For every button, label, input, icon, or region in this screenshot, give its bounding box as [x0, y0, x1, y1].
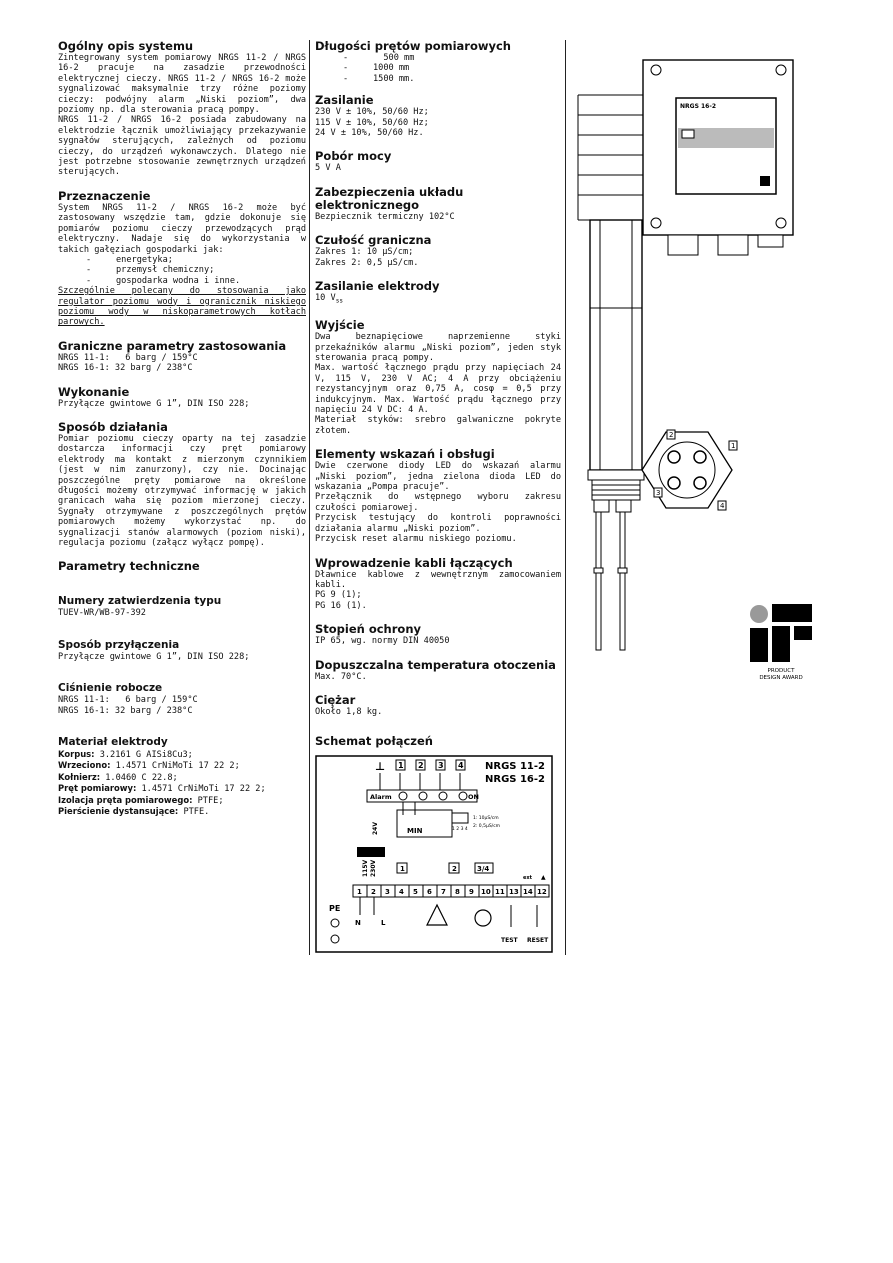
test-label: TEST	[501, 937, 518, 944]
terminal-number: 1	[357, 888, 362, 896]
section-temp	[315, 659, 561, 682]
material-row: Izolacja pręta pomiarowego: PTFE;	[58, 794, 224, 806]
channel-label: 2	[418, 761, 424, 770]
dip-switch-label: 1 2 3 4	[452, 827, 468, 832]
electrode-body	[588, 220, 644, 512]
text-zasilanie-2: 115 V ± 10%, 50/60 Hz;	[315, 117, 429, 128]
text-pobor: 5 V A	[315, 163, 341, 174]
section-zasilanie-elektrody	[315, 280, 561, 307]
text-kable-3: PG 16 (1).	[315, 600, 367, 611]
text-zasilanie-1: 230 V ± 10%, 50/60 Hz;	[315, 107, 429, 118]
terminal-number: 13	[509, 888, 519, 896]
min-label: MIN	[407, 827, 423, 835]
heading-stopien: Stopień ochrony	[315, 622, 422, 637]
section-przylacze	[58, 639, 306, 662]
heading-przeznaczenie: Przeznaczenie	[58, 188, 151, 203]
heading-temp: Dopuszczalna temperatura otoczenia	[315, 657, 556, 672]
heading-parametry: Parametry techniczne	[58, 559, 200, 574]
section-dlugosci	[315, 40, 561, 84]
text-stopien: IP 65, wg. normy DIN 40050	[315, 636, 450, 647]
section-stopien	[315, 623, 561, 646]
text-kable-2: PG 9 (1);	[315, 590, 362, 601]
line-label: L	[381, 919, 386, 927]
text-cisnienie-2: NRGS 16-1: 32 barg / 238°C	[58, 705, 193, 716]
heading-zasilanie-elektrody: Zasilanie elektrody	[315, 279, 440, 294]
section-parametry	[58, 560, 306, 573]
heading-ciezar: Ciężar	[315, 692, 356, 707]
column-divider-2	[565, 40, 566, 955]
pe-label: PE	[329, 904, 341, 913]
text-elementy-4: Przycisk reset alarmu niskiego poziomu.	[315, 534, 517, 545]
text-zasilanie-elektrody: 10 $V_{ss}$	[315, 293, 343, 305]
cable-gland-1	[668, 235, 698, 255]
terminal-number: 8	[455, 888, 460, 896]
heading-elementy: Elementy wskazań i obsługi	[315, 447, 495, 462]
terminal-number: 6	[427, 888, 432, 896]
terminal-number: 2	[371, 888, 376, 896]
relay-label: 3/4	[477, 865, 490, 873]
section-elementy	[315, 448, 561, 544]
heading-dlugosci: Długości prętów pomiarowych	[315, 39, 511, 53]
voltage-24: 24V	[372, 822, 379, 835]
section-kable	[315, 557, 561, 612]
terminal-number: 12	[537, 888, 547, 896]
list-item: - przemysł chemiczny;	[86, 265, 306, 275]
text-cisnienie-1: NRGS 11-1: 6 barg / 159°C	[58, 695, 198, 706]
material-row: Korpus: 3.2161 G AISi8Cu3;	[58, 749, 193, 761]
text-numery: TUEV-WR/WB-97-392	[58, 608, 146, 619]
list-item: - energetyka;	[86, 255, 306, 265]
text-wyjscie-2: Max. wartość łącznego prądu przy napięciach 24 V, 115 V, 230 V AC; 4 A przy obciążeniu rezystancyjnym oraz 0,75 A, cosφ = 0,5 przy indukcyjnym. Max. Wartość prądu łącznego przy napięciu 24 V DC: 4 A.	[315, 363, 561, 416]
text-temp: Max. 70°C.	[315, 671, 367, 682]
terminal-number: 9	[469, 888, 474, 896]
text-przeznaczenie-note: Szczególnie polecany do stosowania jako regulator poziomu wody i ogranicznik niskiego poziomu wody w niskoparametrowych kotłach parowych.	[58, 286, 306, 328]
text-przeznaczenie: System NRGS 11-2 / NRGS 16-2 może być zastosowany wszędzie tam, gdzie dokonuje się pomiarów poziomu cieczy przewodzących prąd elektryczny. Nadaje się do wykorzystania w takich gałęziach gospodarki jak:	[58, 202, 306, 255]
ext-label: ext	[523, 875, 533, 881]
terminal-number: 14	[523, 888, 533, 896]
material-row: Pręt pomiarowy: 1.4571 CrNiMoTi 17 22 2;	[58, 783, 266, 795]
pin-layout-diagram	[642, 430, 737, 510]
heading-schemat: Schemat połączeń	[315, 734, 433, 749]
heading-cisnienie: Ciśnienie robocze	[58, 682, 163, 695]
voltage-115: 115V	[362, 859, 369, 877]
text-zasilanie-3: 24 V ± 10%, 50/60 Hz.	[315, 128, 424, 139]
section-wyjscie	[315, 319, 561, 436]
text-czulosc-1: Zakres 1: 10 µS/cm;	[315, 247, 414, 258]
industry-list	[58, 255, 306, 286]
text-sposob: Pomiar poziomu cieczy oparty na tej zasadzie dostarcza informacji czy pręt pomiarowy elektrody ma kontakt z mierzonym czynnikiem (jest w nim zanurzony), czy nie. Docinając poszczególne pręty pomiarowe na określone długości możemy otrzymywać informację w jakich granicach waha się poziom mierzonej cieczy. Sygnały otrzymywane z poszczególnych prętów pomiarowych możemy wykorzystać np. do sygnalizacji stanów alarmowych (poziom niski), regulacja poziomu (załącz wyłącz pompę).	[58, 433, 306, 549]
text-elementy-1: Dwie czerwone diody LED do wskazań alarmu „Niski poziom”, jedna zielona dioda LED do wskazania „Pompa pracuje”.	[315, 461, 561, 493]
channel-label: 4	[458, 761, 464, 770]
section-pobor	[315, 150, 561, 173]
text-elementy-2: Przełącznik do wstępnego wyboru zakresu czułości pomiarowej.	[315, 492, 561, 513]
text-zabezp: Bezpiecznik termiczny 102°C	[315, 211, 455, 222]
section-przeznaczenie	[58, 190, 306, 328]
column-divider-1	[309, 40, 310, 955]
list-item: - gospodarka wodna i inne.	[86, 276, 306, 286]
text-ogolny-2: NRGS 11-2 / NRGS 16-2 posiada zabudowany na elektrodzie łącznik umożliwiający przekazywanie sygnałów sterujących, zależnych od poziomu cieczy, do urządzeń wykonawczych. Dlatego nie jest potrzebne stosowanie zewnętrznych urządzeń sterujących.	[58, 115, 306, 178]
terminal-number: 3	[385, 888, 390, 896]
award-line-2: DESIGN AWARD	[759, 675, 803, 681]
section-ogolny	[58, 40, 306, 178]
model-label-1: NRGS 11-2	[485, 761, 545, 772]
if-design-award-logo	[748, 604, 814, 684]
section-material	[58, 736, 306, 817]
text-ciezar: Około 1,8 kg.	[315, 706, 383, 717]
enclosure	[578, 60, 793, 235]
heading-ogolny: Ogólny opis systemu	[58, 39, 194, 53]
text-ogolny-1: Zintegrowany system pomiarowy NRGS 11-2 / NRGS 16-2 pracuje na zasadzie przewodności elektrycznej cieczy. NRGS 11-2 / NRGS 16-2 może sygnalizować maksymalnie trzy różne poziomy cieczy: podwójny alarm „Niski poziom”, dwa poziomy np. dla sterowania pracą pompy.	[58, 53, 306, 116]
relay-label: 2	[452, 865, 457, 873]
pin-label: 4	[720, 502, 725, 510]
model-label-2: NRGS 16-2	[485, 774, 545, 785]
heading-przylacze: Sposób przyłączenia	[58, 638, 180, 651]
section-wykonanie	[58, 386, 306, 409]
text-elementy-3: Przycisk testujący do kontroli poprawności działania alarmu „Niski poziom”.	[315, 513, 561, 534]
heading-wyjscie: Wyjście	[315, 318, 365, 333]
on-label: ON	[468, 793, 479, 801]
text-graniczne-1: NRGS 11-1: 6 barg / 159°C	[58, 352, 198, 363]
award-line-1: PRODUCT	[767, 668, 795, 674]
terminal-number: 4	[399, 888, 404, 896]
text-wyjscie-1: Dwa beznapięciowe naprzemienne styki przekaźników alarmu „Niski poziom”, jeden styk sterowania pracą pompy.	[315, 332, 561, 363]
section-zabezp	[315, 186, 561, 222]
device-label: NRGS 16-2	[680, 103, 716, 110]
text-wykonanie: Przyłącze gwintowe G 1”, DIN ISO 228;	[58, 398, 250, 409]
pin-label: 2	[669, 431, 674, 439]
left-column	[58, 40, 306, 830]
section-sposob	[58, 421, 306, 548]
terminal-number: 10	[481, 888, 491, 896]
length-item: - 1500 mm.	[343, 73, 415, 84]
text-wyjscie-3: Materiał styków: srebro galwaniczne pokryte złotem.	[315, 415, 561, 436]
heading-zabezp: Zabezpieczenia układu elektronicznego	[315, 184, 464, 212]
heading-numery: Numery zatwierdzenia typu	[58, 595, 222, 608]
section-czulosc	[315, 234, 561, 268]
section-graniczne	[58, 340, 306, 374]
ground-symbol: ⊥	[375, 760, 386, 773]
heading-graniczne: Graniczne parametry zastosowania	[58, 338, 287, 353]
heading-wykonanie: Wykonanie	[58, 384, 130, 399]
heading-material: Materiał elektrody	[58, 736, 168, 749]
range-1: 1: 10µS/cm	[473, 816, 499, 821]
text-przylacze: Przyłącze gwintowe G 1”, DIN ISO 228;	[58, 651, 250, 662]
middle-column	[315, 40, 561, 760]
length-item: - 500 mm	[343, 53, 415, 63]
material-row: Wrzeciono: 1.4571 CrNiMoTi 17 22 2;	[58, 760, 240, 772]
alarm-label: Alarm	[370, 793, 392, 801]
terminal-number: 5	[413, 888, 418, 896]
wiring-diagram	[315, 755, 553, 953]
heading-sposob: Sposób działania	[58, 419, 168, 434]
terminal-number: 7	[441, 888, 446, 896]
text-kable-1: Dławnice kablowe z wewnętrznym zamocowaniem kabli.	[315, 569, 561, 590]
heading-zasilanie: Zasilanie	[315, 93, 374, 108]
measuring-rods	[594, 512, 627, 650]
range-2: 2: 0,5µS/cm	[473, 824, 501, 829]
section-zasilanie	[315, 94, 561, 138]
pin-label: 1	[731, 442, 736, 450]
reset-label: RESET	[527, 937, 549, 944]
section-ciezar	[315, 694, 561, 717]
text-czulosc-2: Zakres 2: 0,5 µS/cm.	[315, 257, 419, 268]
section-numery	[58, 595, 306, 618]
voltage-230: 230V	[370, 859, 377, 877]
length-item: - 1000 mm	[343, 63, 410, 74]
section-cisnienie	[58, 682, 306, 716]
heading-czulosc: Czułość graniczna	[315, 233, 432, 248]
material-row: Kołnierz: 1.0460 C 22.8;	[58, 771, 178, 783]
neutral-label: N	[355, 919, 361, 927]
heading-pobor: Pobór mocy	[315, 149, 392, 164]
channel-label: 1	[398, 761, 404, 770]
section-schemat	[315, 735, 561, 748]
cable-gland-3	[758, 235, 783, 247]
heading-kable: Wprowadzenie kabli łączących	[315, 555, 513, 570]
terminal-triangle-icon: ▲	[541, 874, 546, 881]
cable-gland-2	[718, 235, 748, 255]
channel-label: 3	[438, 761, 444, 770]
pin-label: 3	[656, 489, 661, 497]
relay-label: 1	[400, 865, 405, 873]
text-graniczne-2: NRGS 16-1: 32 barg / 238°C	[58, 363, 193, 374]
terminal-number: 11	[495, 888, 505, 896]
material-row: Pierścienie dystansujące: PTFE.	[58, 806, 210, 818]
